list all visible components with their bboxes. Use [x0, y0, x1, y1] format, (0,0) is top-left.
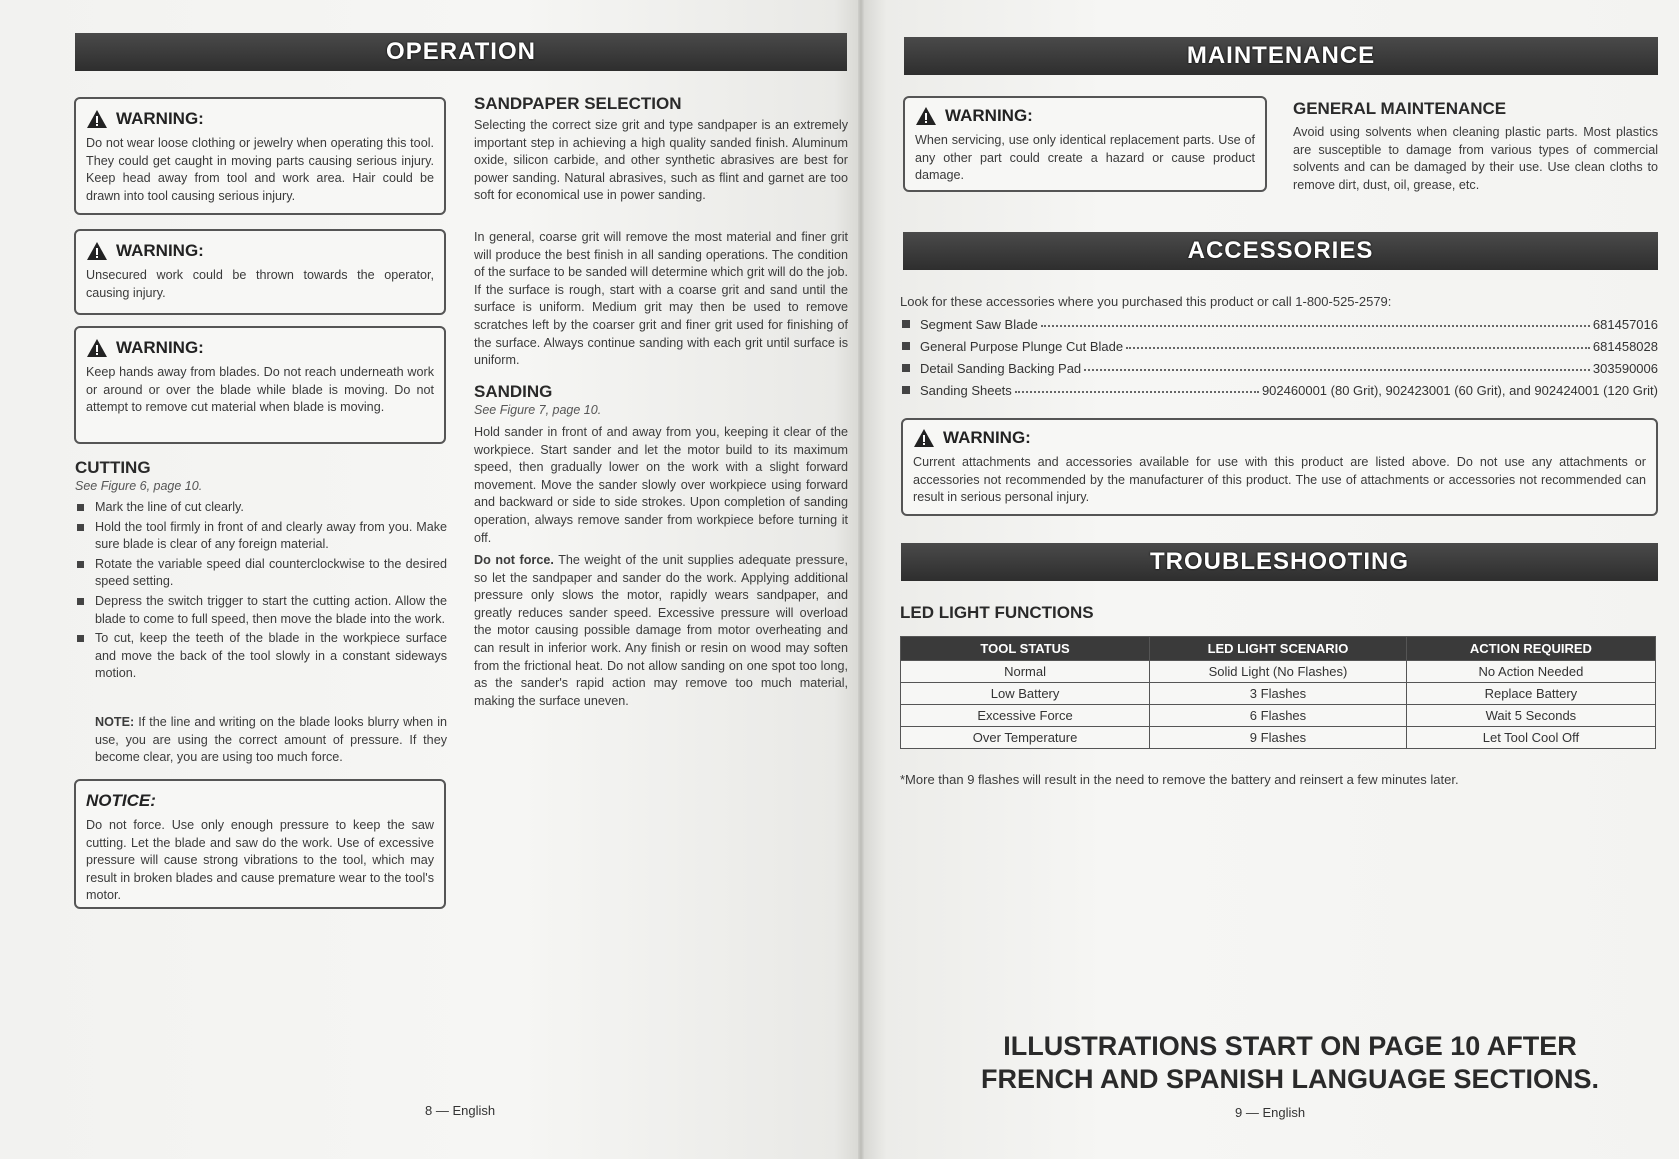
illustrations-notice [960, 1030, 1620, 1096]
warning-triangle-icon [86, 109, 108, 129]
accessory-part: 681458028 [1592, 338, 1658, 354]
leader-dots [1084, 361, 1590, 371]
sanding-paragraph-2 [474, 552, 848, 710]
list-item: To cut, keep the teeth of the blade in the workpiece surface and move the back of the tool slowly in a constant sideways motion. [75, 630, 447, 683]
accessory-name: General Purpose Plunge Cut Blade [920, 338, 1124, 354]
table-cell: Solid Light (No Flashes) [1150, 661, 1407, 683]
warning-text: Do not wear loose clothing or jewelry when operating this tool. They could get caught in moving parts causing serious injury. Keep head away from tool and work area. Hair could be drawn into tool causing serious injury. [86, 136, 434, 203]
warning-box-3 [74, 326, 446, 444]
accessory-part: 902460001 (80 Grit), 902423001 (60 Grit), and 902424001 (120 Grit) [1261, 382, 1658, 398]
cutting-heading: CUTTING [75, 458, 151, 477]
column-header: TOOL STATUS [901, 637, 1150, 661]
table-cell: Excessive Force [901, 705, 1150, 727]
sandpaper-heading: SANDPAPER SELECTION [474, 94, 682, 113]
table-cell: 6 Flashes [1150, 705, 1407, 727]
warning-text: Unsecured work could be thrown towards the operator, causing injury. [86, 268, 434, 300]
cutting-steps [75, 499, 447, 685]
leader-dots [1015, 383, 1259, 393]
table-header-row [901, 637, 1656, 661]
warning-title: WARNING: [913, 428, 1646, 448]
list-item: Rotate the variable speed dial counterclockwise to the desired speed setting. [75, 556, 447, 591]
list-item [900, 313, 1658, 335]
maintenance-warning-box [903, 96, 1267, 192]
table-row [901, 705, 1656, 727]
table-cell: Normal [901, 661, 1150, 683]
accessories-list [900, 313, 1658, 401]
note-text: If the line and writing on the blade looks blurry when in use, you are using the correct amount of pressure. If they become clear, you are using too much force. [95, 715, 447, 765]
column-header: LED LIGHT SCENARIO [1150, 637, 1407, 661]
table-row [901, 727, 1656, 749]
table-row [901, 661, 1656, 683]
notice-box [74, 779, 446, 909]
leader-dots [1041, 317, 1590, 327]
warning-title: WARNING: [86, 338, 434, 358]
sanding-figure-ref: See Figure 7, page 10. [474, 403, 602, 417]
note-label: NOTE: [95, 715, 135, 729]
warning-text: When servicing, use only identical replacement parts. Use of any other part could create a hazard or cause product damage. [915, 133, 1255, 183]
warning-text: Current attachments and accessories available for use with this product are listed above. Do not use any attachments or accessories not recommended by the manufacturer of this product. The use of attachments or accessories not recommended can result in serious personal injury. [913, 455, 1646, 505]
table-cell: No Action Needed [1406, 661, 1655, 683]
list-item [900, 335, 1658, 357]
warning-title: WARNING: [915, 106, 1255, 126]
table-cell: Replace Battery [1406, 683, 1655, 705]
warning-title: WARNING: [86, 109, 434, 129]
maintenance-header [904, 37, 1658, 75]
table-cell: Wait 5 Seconds [1406, 705, 1655, 727]
illustrations-line-1: ILLUSTRATIONS START ON PAGE 10 AFTER [1003, 1031, 1577, 1061]
notice-text: Do not force. Use only enough pressure to keep the saw cutting. Let the blade and saw do the work. Use of excessive pressure will cause strong vibrations to the tool, which may result in broken blades and cause premature wear to the tool's motor. [86, 818, 434, 903]
list-item: Depress the switch trigger to start the cutting action. Allow the blade to come to full speed, then move the blade into the work. [75, 593, 447, 628]
warning-triangle-icon [913, 428, 935, 448]
warning-box-1 [74, 97, 446, 215]
table-cell: 3 Flashes [1150, 683, 1407, 705]
warning-triangle-icon [86, 338, 108, 358]
binding-gutter [858, 0, 864, 1159]
troubleshooting-header-text: TROUBLESHOOTING [1150, 548, 1409, 575]
general-maintenance-text: Avoid using solvents when cleaning plastic parts. Most plastics are susceptible to damage from various types of commercial solvents and can be damaged by their use. Use clean cloths to remove dirt, dust, oil, grease, etc. [1293, 125, 1658, 192]
warning-box-2 [74, 229, 446, 315]
table-cell: Over Temperature [901, 727, 1150, 749]
table-row [901, 683, 1656, 705]
sanding-heading: SANDING [474, 382, 553, 401]
list-item [900, 379, 1658, 401]
accessories-header-text: ACCESSORIES [1187, 237, 1374, 264]
table-footnote: *More than 9 flashes will result in the need to remove the battery and reinsert a few minutes later. [900, 772, 1459, 787]
list-item [900, 357, 1658, 379]
troubleshooting-header [901, 543, 1658, 581]
right-page-footer: 9 — English [1235, 1105, 1306, 1120]
sandpaper-paragraph-1: Selecting the correct size grit and type sandpaper is an extremely important step in achieving a high quality sanded finish. Aluminum oxide, silicon carbide, and other synthetic abrasives are best for power sanding. Natural abrasives, such as flint and garnet are too soft for economical use in power sanding. [474, 118, 848, 203]
sanding-lead: Do not force. [474, 553, 554, 567]
left-page-footer: 8 — English [425, 1103, 496, 1118]
table-cell: Let Tool Cool Off [1406, 727, 1655, 749]
cutting-note [95, 714, 447, 767]
sanding-text: The weight of the unit supplies adequate pressure, so let the sandpaper and sander do the work. Applying additional pressure only slows the motor, rapidly wears sandpaper, and greatly reduces sander speed. Excessive pressure will overload the motor causing possible damage from motor overheating and can result in inferior work. Any finish or resin on wood may soften from the frictional heat. Do not allow sanding on one spot too long, as the sander's rapid action may remove too much material, making the surface uneven. [474, 553, 848, 708]
troubleshooting-table [900, 636, 1656, 749]
accessories-intro: Look for these accessories where you purchased this product or call 1-800-525-2579: [900, 294, 1392, 309]
maintenance-header-text: MAINTENANCE [1186, 42, 1376, 69]
accessory-name: Sanding Sheets [920, 382, 1012, 398]
cutting-figure-ref: See Figure 6, page 10. [75, 479, 203, 493]
illustrations-line-2: FRENCH AND SPANISH LANGUAGE SECTIONS. [980, 1064, 1600, 1094]
warning-triangle-icon [915, 106, 937, 126]
accessory-name: Detail Sanding Backing Pad [920, 360, 1082, 376]
general-maintenance-heading: GENERAL MAINTENANCE [1293, 99, 1507, 118]
accessories-warning-box [901, 418, 1658, 516]
warning-title: WARNING: [86, 241, 434, 261]
table-cell: Low Battery [901, 683, 1150, 705]
list-item: Hold the tool firmly in front of and clearly away from you. Make sure blade is clear of any foreign material. [75, 519, 447, 554]
accessory-name: Segment Saw Blade [920, 316, 1038, 332]
notice-title: NOTICE: [86, 791, 156, 810]
accessories-header [903, 232, 1658, 270]
sanding-paragraph-1: Hold sander in front of and away from you, keeping it clear of the workpiece. Start sander and let the motor build to its maximum speed, then gradually lower on the work with a slight forward movement. Move the sander slowly over workpiece using forward and backward or side to side strokes. Upon completion of sanding operation, always remove sander from workpiece before turning it off. [474, 425, 848, 545]
led-functions-heading: LED LIGHT FUNCTIONS [900, 603, 1094, 622]
warning-triangle-icon [86, 241, 108, 261]
leader-dots [1126, 339, 1590, 349]
operation-header [75, 33, 847, 71]
table-cell: 9 Flashes [1150, 727, 1407, 749]
operation-header-text: OPERATION [386, 38, 536, 65]
list-item: Mark the line of cut clearly. [75, 499, 447, 517]
warning-text: Keep hands away from blades. Do not reach underneath work or around or over the blade while blade is moving. Do not attempt to remove cut material when blade is moving. [86, 365, 434, 415]
accessory-part: 681457016 [1592, 316, 1658, 332]
accessory-part: 303590006 [1592, 360, 1658, 376]
sandpaper-paragraph-2: In general, coarse grit will remove the most material and finer grit will produce the best finish in all sanding operations. The condition of the surface to be sanded will determine which grit will do the job. If the surface is rough, start with a coarse grit and sand until the surface is uniform. Medium grit may then be used to remove scratches left by the coarser grit and finer grit used for finishing of the surface. Always continue sanding with each grit until surface is uniform. [474, 230, 848, 368]
column-header: ACTION REQUIRED [1406, 637, 1655, 661]
